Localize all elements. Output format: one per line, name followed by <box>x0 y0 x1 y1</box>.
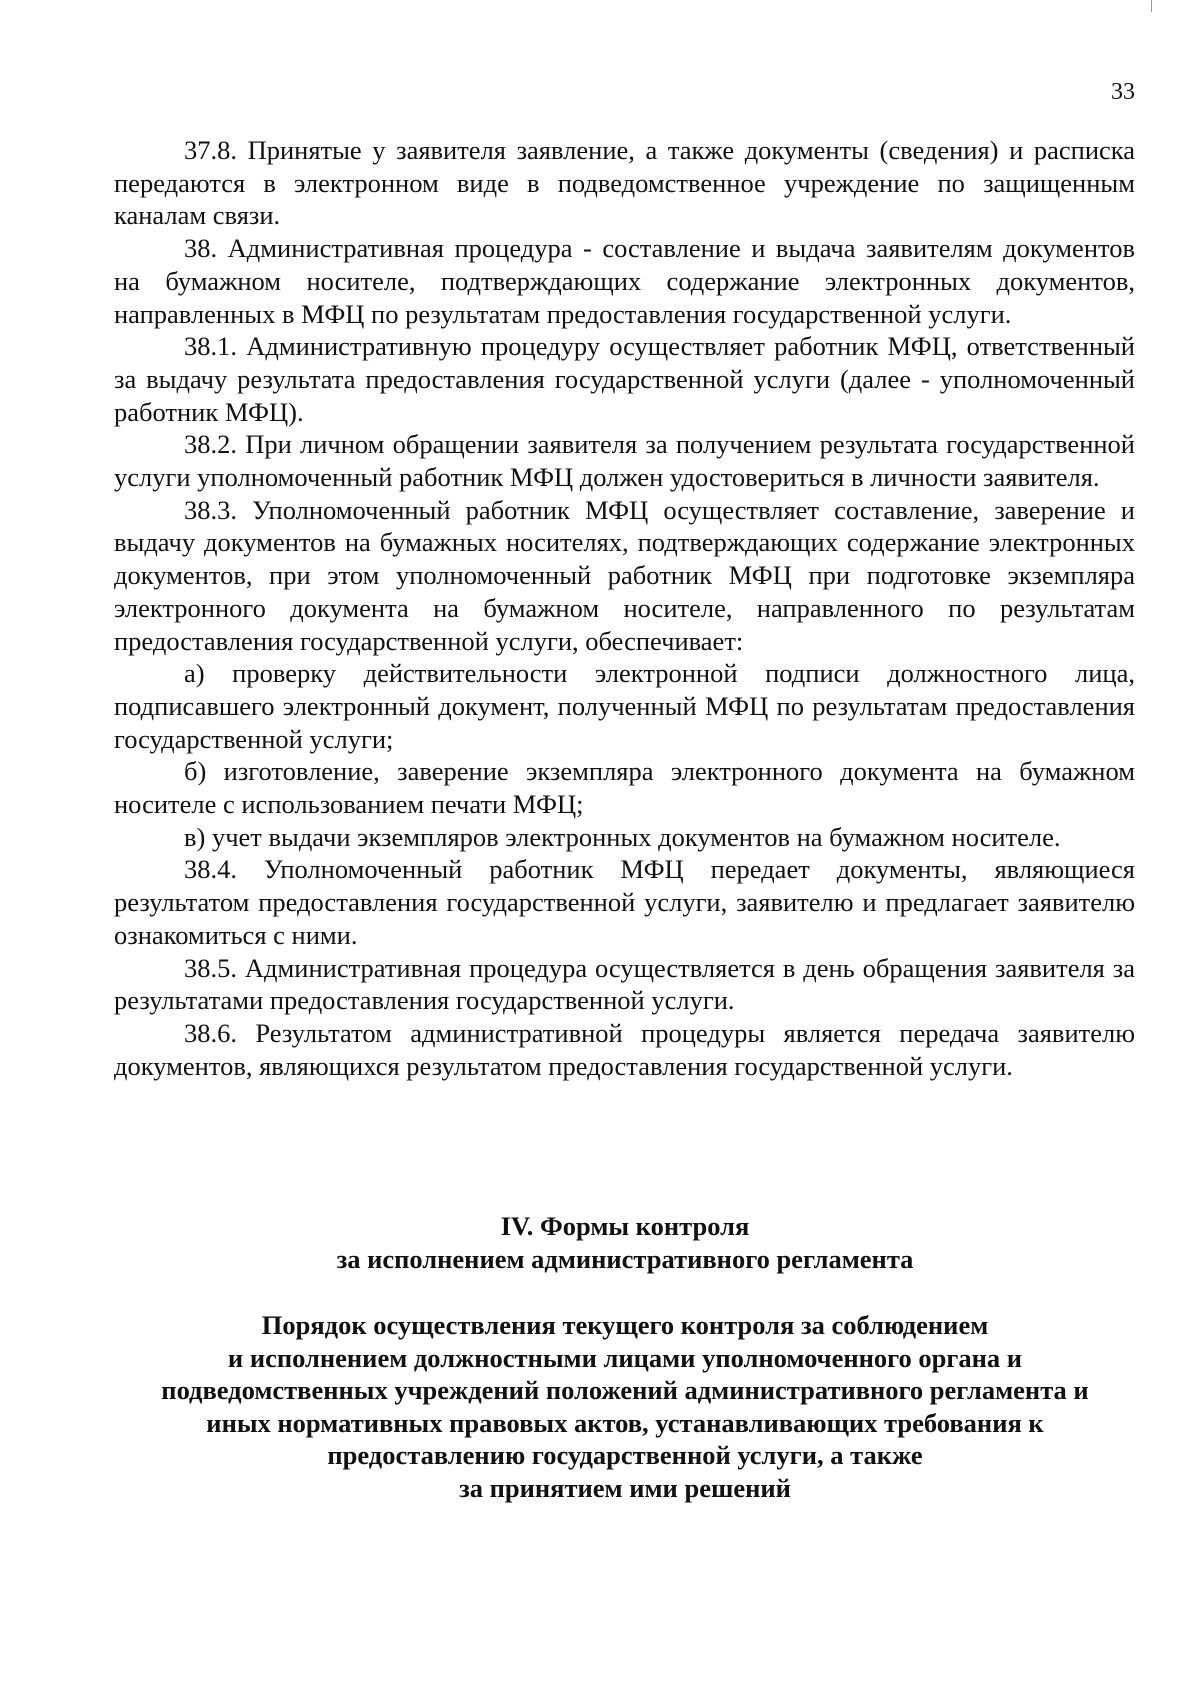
paragraph-37-8: 37.8. Принятые у заявителя заявление, а также документы (сведения) и расписка передаются в электронном виде в подведомственное учреждение по защищенным каналам связи. <box>114 135 1135 231</box>
subsection-heading-line: предоставлению государственной услуги, а также <box>327 1440 923 1470</box>
paragraph-38-1: 38.1. Административную процедуру осуществляет работник МФЦ, ответственный за выдачу результата предоставления государственной услуги (далее - уполномоченный работник МФЦ). <box>114 331 1135 427</box>
paragraph-38-6: 38.6. Результатом административной процедуры является передача заявителю документов, являющихся результатом предоставления государственной услуги. <box>114 1017 1135 1081</box>
paragraph-38-3: 38.3. Уполномоченный работник МФЦ осуществляет составление, заверение и выдачу документов на бумажных носителях, подтверждающих содержание электронных документов, при этом уполномоченный работник МФЦ при подготовке экземпляра электронного документа на бумажном носителе, направленного по результатам предоставления государственной услуги, обеспечивает: <box>114 494 1135 656</box>
subsection-heading-line: подведомственных учреждений положений административного регламента и <box>161 1375 1089 1405</box>
subsection-heading-line: за принятием ими решений <box>459 1472 791 1503</box>
section-heading-line: за исполнением административного регламента <box>336 1243 914 1274</box>
list-item-b: б) изготовление, заверение экземпляра электронного документа на бумажном носителе с использованием печати МФЦ; <box>114 756 1135 820</box>
subsection-heading <box>100 1309 1150 1504</box>
page-number: 33 <box>1111 79 1135 105</box>
paragraph-38-2: 38.2. При личном обращении заявителя за получением результата государственной услуги уполномоченный работник МФЦ должен удостовериться в личности заявителя. <box>114 429 1135 493</box>
section-heading-line: IV. Формы контроля <box>500 1211 750 1241</box>
paragraph-38-4: 38.4. Уполномоченный работник МФЦ передает документы, являющиеся результатом предоставления государственной услуги, заявителю и предлагает заявителю ознакомиться с ними. <box>114 854 1135 950</box>
section-heading <box>100 1210 1150 1275</box>
document-body <box>114 134 1135 1082</box>
paragraph-38-5: 38.5. Административная процедура осуществляется в день обращения заявителя за результатами предоставления государственной услуги. <box>114 952 1135 1016</box>
paragraph-38: 38. Административная процедура - составление и выдача заявителям документов на бумажном носителе, подтверждающих содержание электронных документов, направленных в МФЦ по результатам предоставления государственной услуги. <box>114 233 1135 329</box>
list-item-a: а) проверку действительности электронной подписи должностного лица, подписавшего электронный документ, полученный МФЦ по результатам предоставления государственной услуги; <box>114 658 1135 754</box>
list-item-v: в) учет выдачи экземпляров электронных документов на бумажном носителе. <box>184 821 1061 852</box>
subsection-heading-line: и исполнением должностными лицами уполномоченного органа и <box>227 1342 1023 1373</box>
subsection-heading-line: иных нормативных правовых актов, устанавливающих требования к <box>206 1407 1044 1438</box>
scan-artifact-line <box>1151 0 1152 12</box>
subsection-heading-line: Порядок осуществления текущего контроля за соблюдением <box>261 1310 989 1340</box>
